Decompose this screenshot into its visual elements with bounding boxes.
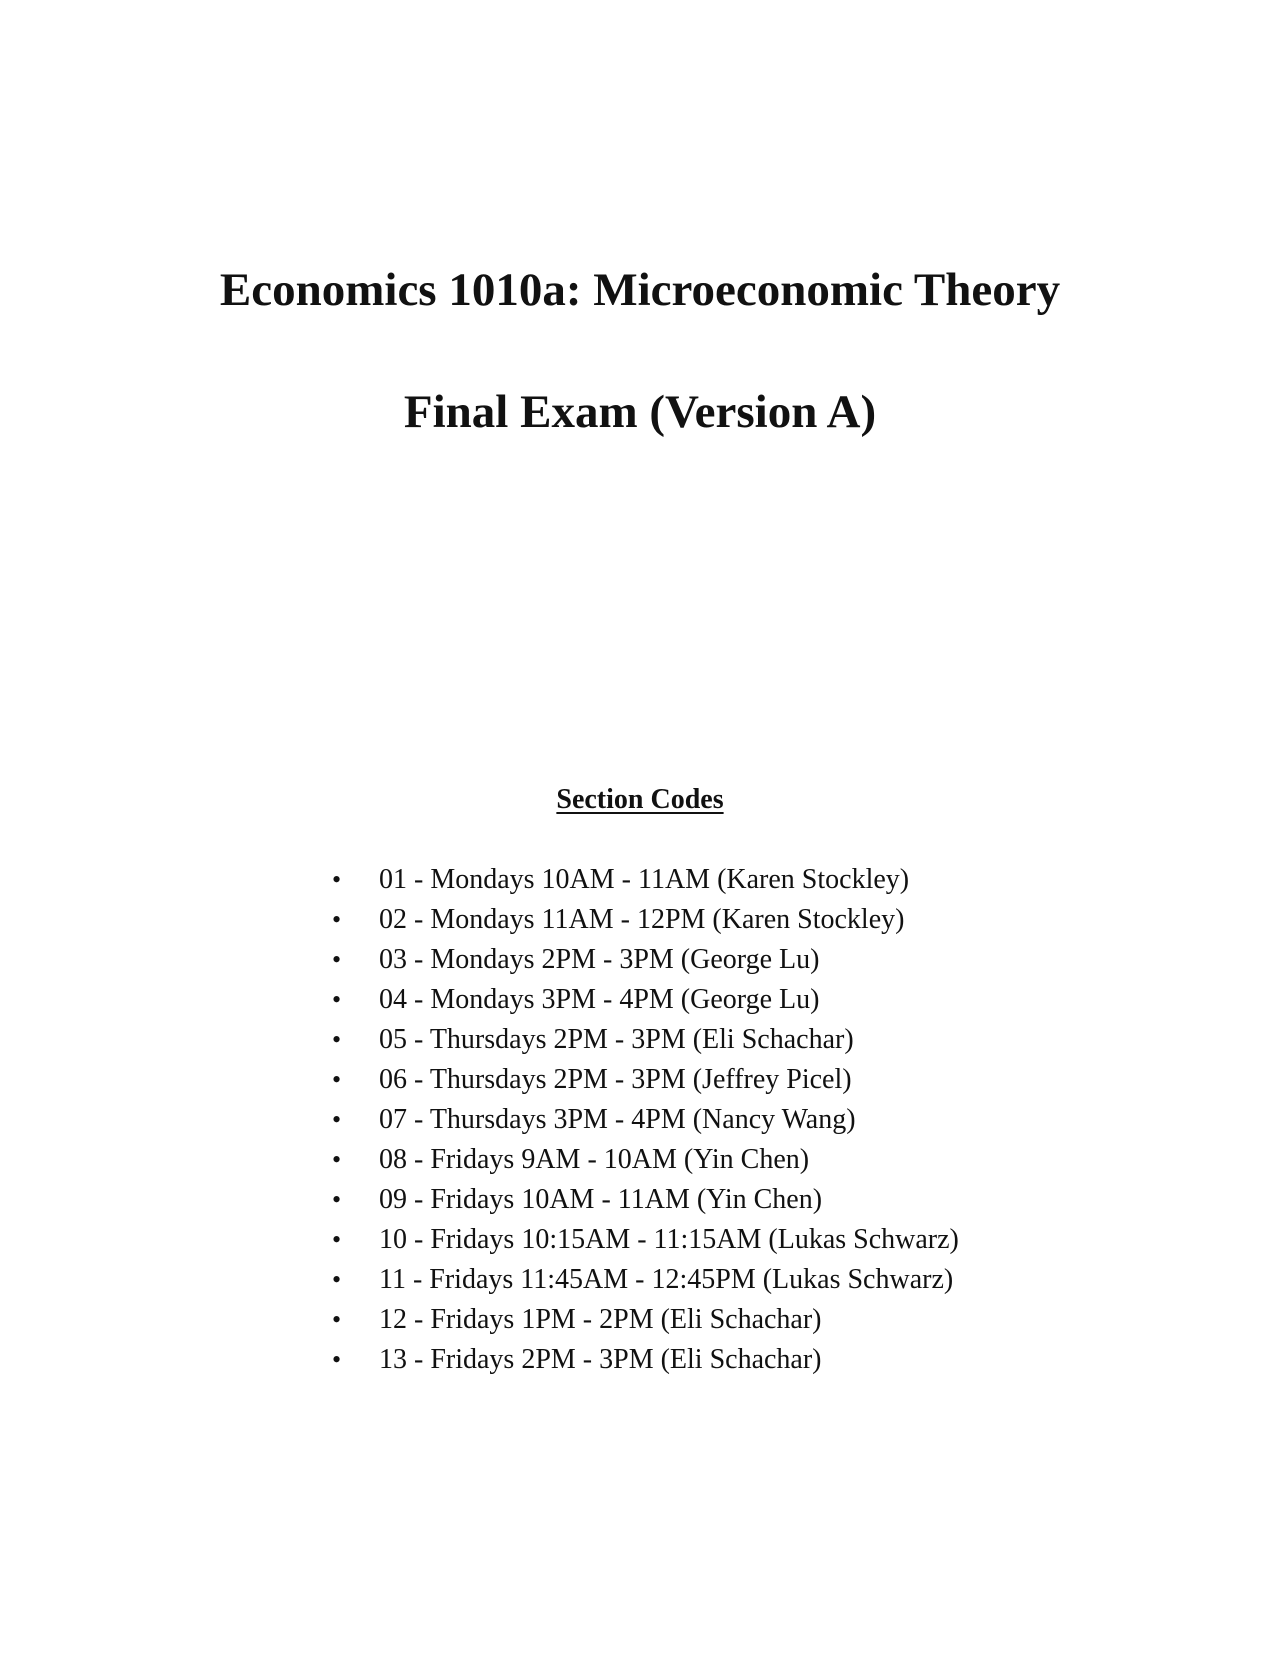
bullet-icon: • (332, 1185, 342, 1214)
section-code-text: 05 - Thursdays 2PM - 3PM (Eli Schachar) (379, 1024, 854, 1055)
list-item (320, 1220, 1120, 1260)
bullet-icon: • (332, 1105, 342, 1134)
bullet-icon: • (332, 1305, 342, 1334)
section-code-text: 11 - Fridays 11:45AM - 12:45PM (Lukas Schwarz) (379, 1264, 954, 1295)
section-code-text: 13 - Fridays 2PM - 3PM (Eli Schachar) (379, 1344, 822, 1375)
section-code-text: 02 - Mondays 11AM - 12PM (Karen Stockley) (379, 904, 905, 935)
list-item (320, 1300, 1120, 1340)
section-code-text: 07 - Thursdays 3PM - 4PM (Nancy Wang) (379, 1104, 856, 1135)
bullet-icon: • (332, 1025, 342, 1054)
section-codes-list (320, 860, 1120, 1380)
bullet-icon: • (332, 1225, 342, 1254)
section-code-text: 12 - Fridays 1PM - 2PM (Eli Schachar) (379, 1304, 822, 1335)
section-code-text: 08 - Fridays 9AM - 10AM (Yin Chen) (379, 1144, 810, 1175)
section-code-text: 01 - Mondays 10AM - 11AM (Karen Stockley) (379, 864, 910, 895)
list-item (320, 860, 1120, 900)
list-item (320, 980, 1120, 1020)
list-item (320, 940, 1120, 980)
list-item (320, 1340, 1120, 1380)
list-item (320, 1180, 1120, 1220)
section-code-text: 09 - Fridays 10AM - 11AM (Yin Chen) (379, 1184, 823, 1215)
exam-title: Final Exam (Version A) (403, 386, 877, 438)
list-item (320, 900, 1120, 940)
bullet-icon: • (332, 1065, 342, 1094)
bullet-icon: • (332, 1145, 342, 1174)
list-item (320, 1020, 1120, 1060)
bullet-icon: • (332, 1345, 342, 1374)
section-code-text: 03 - Mondays 2PM - 3PM (George Lu) (379, 944, 820, 975)
list-item (320, 1260, 1120, 1300)
list-item (320, 1100, 1120, 1140)
section-code-text: 06 - Thursdays 2PM - 3PM (Jeffrey Picel) (379, 1064, 852, 1095)
section-code-text: 04 - Mondays 3PM - 4PM (George Lu) (379, 984, 820, 1015)
bullet-icon: • (332, 945, 342, 974)
list-item (320, 1060, 1120, 1100)
list-item (320, 1140, 1120, 1180)
bullet-icon: • (332, 905, 342, 934)
bullet-icon: • (332, 1265, 342, 1294)
bullet-icon: • (332, 985, 342, 1014)
course-title: Economics 1010a: Microeconomic Theory (219, 264, 1061, 316)
bullet-icon: • (332, 865, 342, 894)
section-code-text: 10 - Fridays 10:15AM - 11:15AM (Lukas Schwarz) (379, 1224, 959, 1255)
section-codes-heading: Section Codes (556, 784, 724, 815)
